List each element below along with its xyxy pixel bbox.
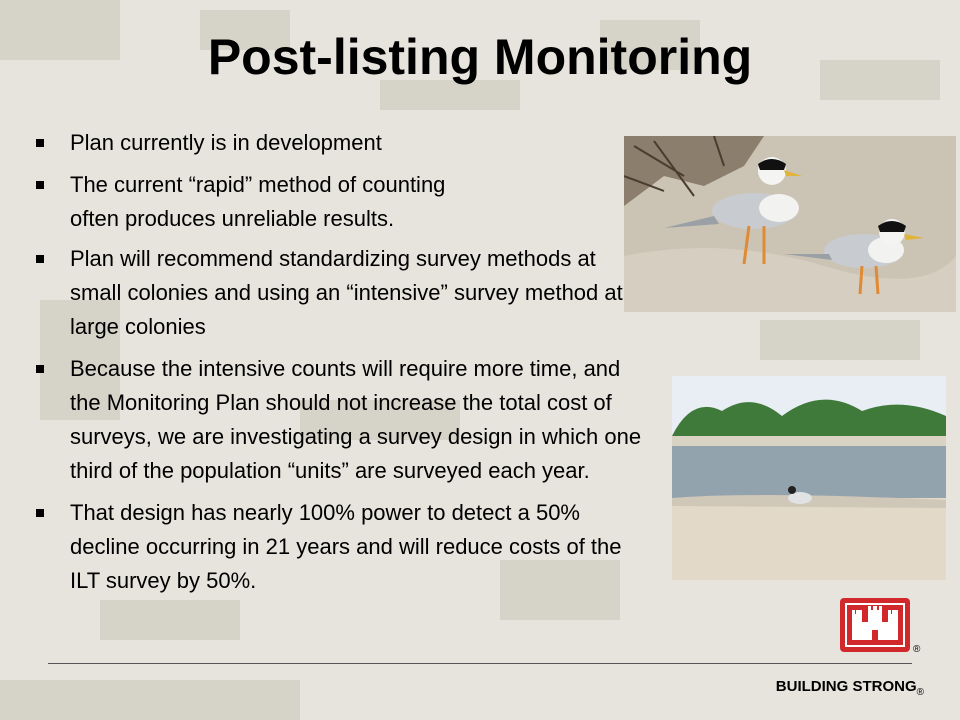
bullet-text: Plan currently is in development	[70, 130, 382, 155]
footer-tagline	[776, 678, 924, 698]
bullet-item	[36, 496, 646, 598]
square-bullet-icon	[36, 181, 44, 189]
bullet-text: The current “rapid” method of counting	[70, 172, 446, 197]
bullet-item	[36, 352, 646, 488]
square-bullet-icon	[36, 365, 44, 373]
bullet-text: Plan will recommend standardizing survey methods at small colonies and using an “intensive” survey method at large colonies	[70, 246, 623, 339]
bullet-text: Because the intensive counts will require more time, and the Monitoring Plan should not increase the total cost of surveys, we are investigating a survey design in which one third of the population “units” are surveyed each year.	[70, 356, 642, 483]
square-bullet-icon	[36, 139, 44, 147]
bullet-item	[36, 242, 646, 344]
bullet-continuation: often produces unreliable results.	[70, 206, 395, 231]
footer-divider	[48, 663, 912, 664]
beach-shoreline-photo	[672, 376, 946, 580]
bullet-text: That design has nearly 100% power to detect a 50% decline occurring in 21 years and will reduce costs of the ILT survey by 50%.	[70, 500, 622, 593]
corps-of-engineers-castle-logo	[840, 598, 910, 652]
square-bullet-icon	[36, 509, 44, 517]
footer-registered-mark: ®	[916, 687, 924, 698]
logo-registered-mark: ®	[913, 644, 921, 655]
slide-title: Post-listing Monitoring	[207, 29, 753, 85]
footer-text: BUILDING STRONG	[775, 678, 917, 695]
bullet-item	[36, 126, 646, 160]
bullet-item	[36, 168, 646, 202]
square-bullet-icon	[36, 255, 44, 263]
tern-pair-photo	[624, 136, 956, 312]
bullet-list	[36, 126, 646, 598]
